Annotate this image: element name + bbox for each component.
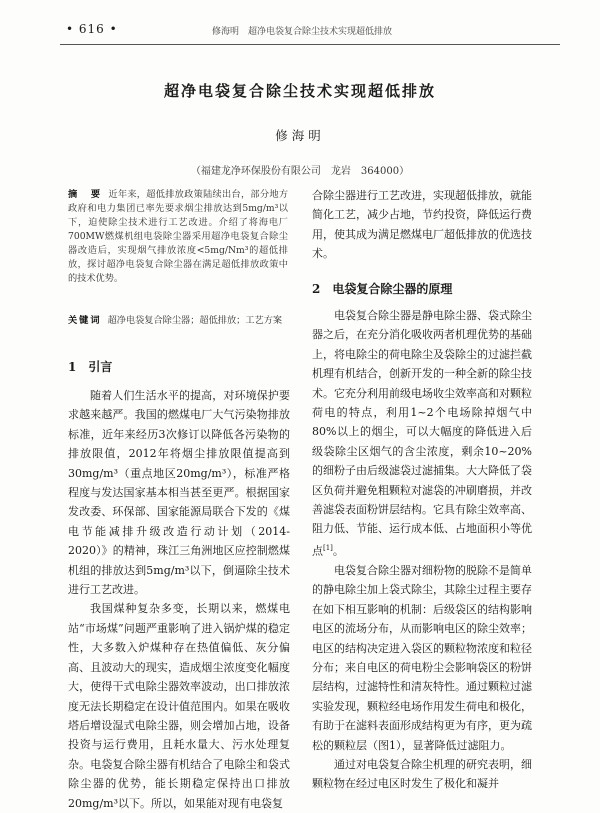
abstract-label: 摘 要 bbox=[68, 189, 103, 200]
citation: [1] bbox=[323, 543, 333, 552]
right-column-intro bbox=[312, 186, 532, 264]
paragraph-text: 电袋复合除尘器是静电除尘器、袋式除尘器之后，在充分消化吸收两者机理优势的基础上，将电除尘的荷电除尘及袋除尘的过滤拦截机理有机结合，创新开发的一种全新的除尘技术。它充分利用前级电场收尘效率高和对颗粒荷电的特点，利用1~2个电场除掉烟气中80%以上的烟尘，可以大幅度的降低进入后级袋除尘区烟气的含尘浓度，剩余10~20%的细粉子由后级滤袋过滤捕集。大大降低了袋区负荷并避免粗颗粒对滤袋的冲刷磨损，并改善滤袋表面粉饼层结构。它具有除尘效率高、阻力低、节能、运行成本低、占地面积小等优点 bbox=[312, 309, 532, 558]
header-rule bbox=[60, 44, 560, 45]
page-header bbox=[0, 0, 600, 46]
section-2-heading: 2 电袋复合除尘器的原理 bbox=[312, 282, 453, 296]
keywords-label: 关键词 bbox=[68, 315, 102, 326]
paragraph: 合除尘器进行工艺改进，实现超低排放，就能简化工艺，减少占地，节约投资，降低运行费用，使其成为满足燃煤电厂超低排放的优选技术。 bbox=[312, 189, 532, 261]
paragraph: 通过对电袋复合除尘机理的研究表明，细颗粒物在经过电区时发生了极化和凝并 bbox=[312, 758, 532, 791]
paragraph: 我国煤种复杂多变，长期以来，燃煤电站“市场煤”问题严重影响了进入锅炉煤的稳定性，大多数入炉煤种存在热值偏低、灰分偏高、且波动大的现实，造成烟尘浓度变化幅度大，使得干式电除尘器效率波动，出口排放浓度无法长期稳定在设计值范围内。如果在吸收塔后增设湿式电除尘器，则会增加占地，设备投资与运行费用，且耗水量大、污水处理复杂。电袋复合除尘器有机结合了电除尘和袋式除尘器的优势，能长期稳定保持出口排放20mg/m³以下。所以，如果能对现有电袋复 bbox=[68, 602, 290, 810]
abstract-text: 近年来，超低排放政策陆续出台，部分地方政府和电力集团已率先要求烟尘排放达到5mg/m³以下，迫使除尘技术进行工艺改进。介绍了将海电厂700MW燃煤机组电袋除尘器采用超净电袋复合除尘器改造后，实现烟气排放浓度<5mg/Nm³的超低排放，探讨超净电袋复合除尘器在满足超低排放政策中的技术优势。 bbox=[68, 189, 289, 284]
section-1-heading: 1 引言 bbox=[68, 360, 113, 374]
paper-title: 超净电袋复合除尘技术实现超低排放 bbox=[163, 82, 436, 100]
section-1-body bbox=[68, 386, 290, 810]
keywords bbox=[68, 314, 288, 328]
abstract bbox=[68, 188, 288, 286]
affiliation: （福建龙净环保股份有限公司 龙岩 364000） bbox=[190, 166, 410, 177]
paragraph: 电袋复合除尘器对细粉物的脱除不是简单的静电除尘加上袋式除尘，其除尘过程主要存在如下相互影响的机制：后级袋区的结构影响电区的流场分布，从而影响电区的除尘效率；电区的结构决定进入袋区的颗粒物浓度和粒径分布；来自电区的荷电粉尘会影响袋区的粉饼层结构，过滤特性和清灰特性。通过颗粒过滤实验发现，颗粒经电场作用发生荷电和极化，有助于在滤料表面形成结构更为有序，更为疏松的颗粒层（图1），显著降低过滤阻力。 bbox=[312, 563, 532, 752]
section-2-body bbox=[312, 306, 532, 791]
page-number: • 616 • bbox=[66, 22, 118, 36]
running-title: 修海明 超净电袋复合除尘技术实现超低排放 bbox=[212, 27, 393, 37]
paragraph: 随着人们生活水平的提高，对环境保护要求越来越严。我国的燃煤电厂大气污染物排放标准，近年来经历3次修订以降低各污染物的排放限值，2012年将烟尘排放限值提高到30mg/m³（重点地区20mg/m³），标准严格程度与发达国家基本相当甚至更严。根据国家发改委、环保部、国家能源局联合下发的《煤电节能减排升级改造行动计划（2014-2020）》的精神，珠江三角洲地区应控制燃煤机组的排放达到5mg/m³以下，倒逼除尘技术进行工艺改进。 bbox=[68, 389, 290, 597]
keywords-text: 超净电袋复合除尘器；超低排放；工艺方案 bbox=[107, 315, 283, 326]
author: 修海明 bbox=[275, 128, 325, 143]
paragraph: 电袋复合除尘器是静电除尘器、袋式除尘器之后，在充分消化吸收两者机理优势的基础上，将电除尘的荷电除尘及袋除尘的过滤拦截机理有机结合，创新开发的一种全新的除尘技术。它充分利用前级电场收尘效率高和对颗粒荷电的特点，利用1~2个电场除掉烟气中80%以上的烟尘，可以大幅度的降低进入后级袋除尘区烟气的含尘浓度，剩余10~20%的细粉子由后级滤袋过滤捕集。大大降低了袋区负荷并避免粗颗粒对滤袋的冲刷磨损，并改善滤袋表面粉饼层结构。它具有除尘效率高、阻力低、节能、运行成本低、占地面积小等优点[1]。 bbox=[312, 309, 532, 558]
